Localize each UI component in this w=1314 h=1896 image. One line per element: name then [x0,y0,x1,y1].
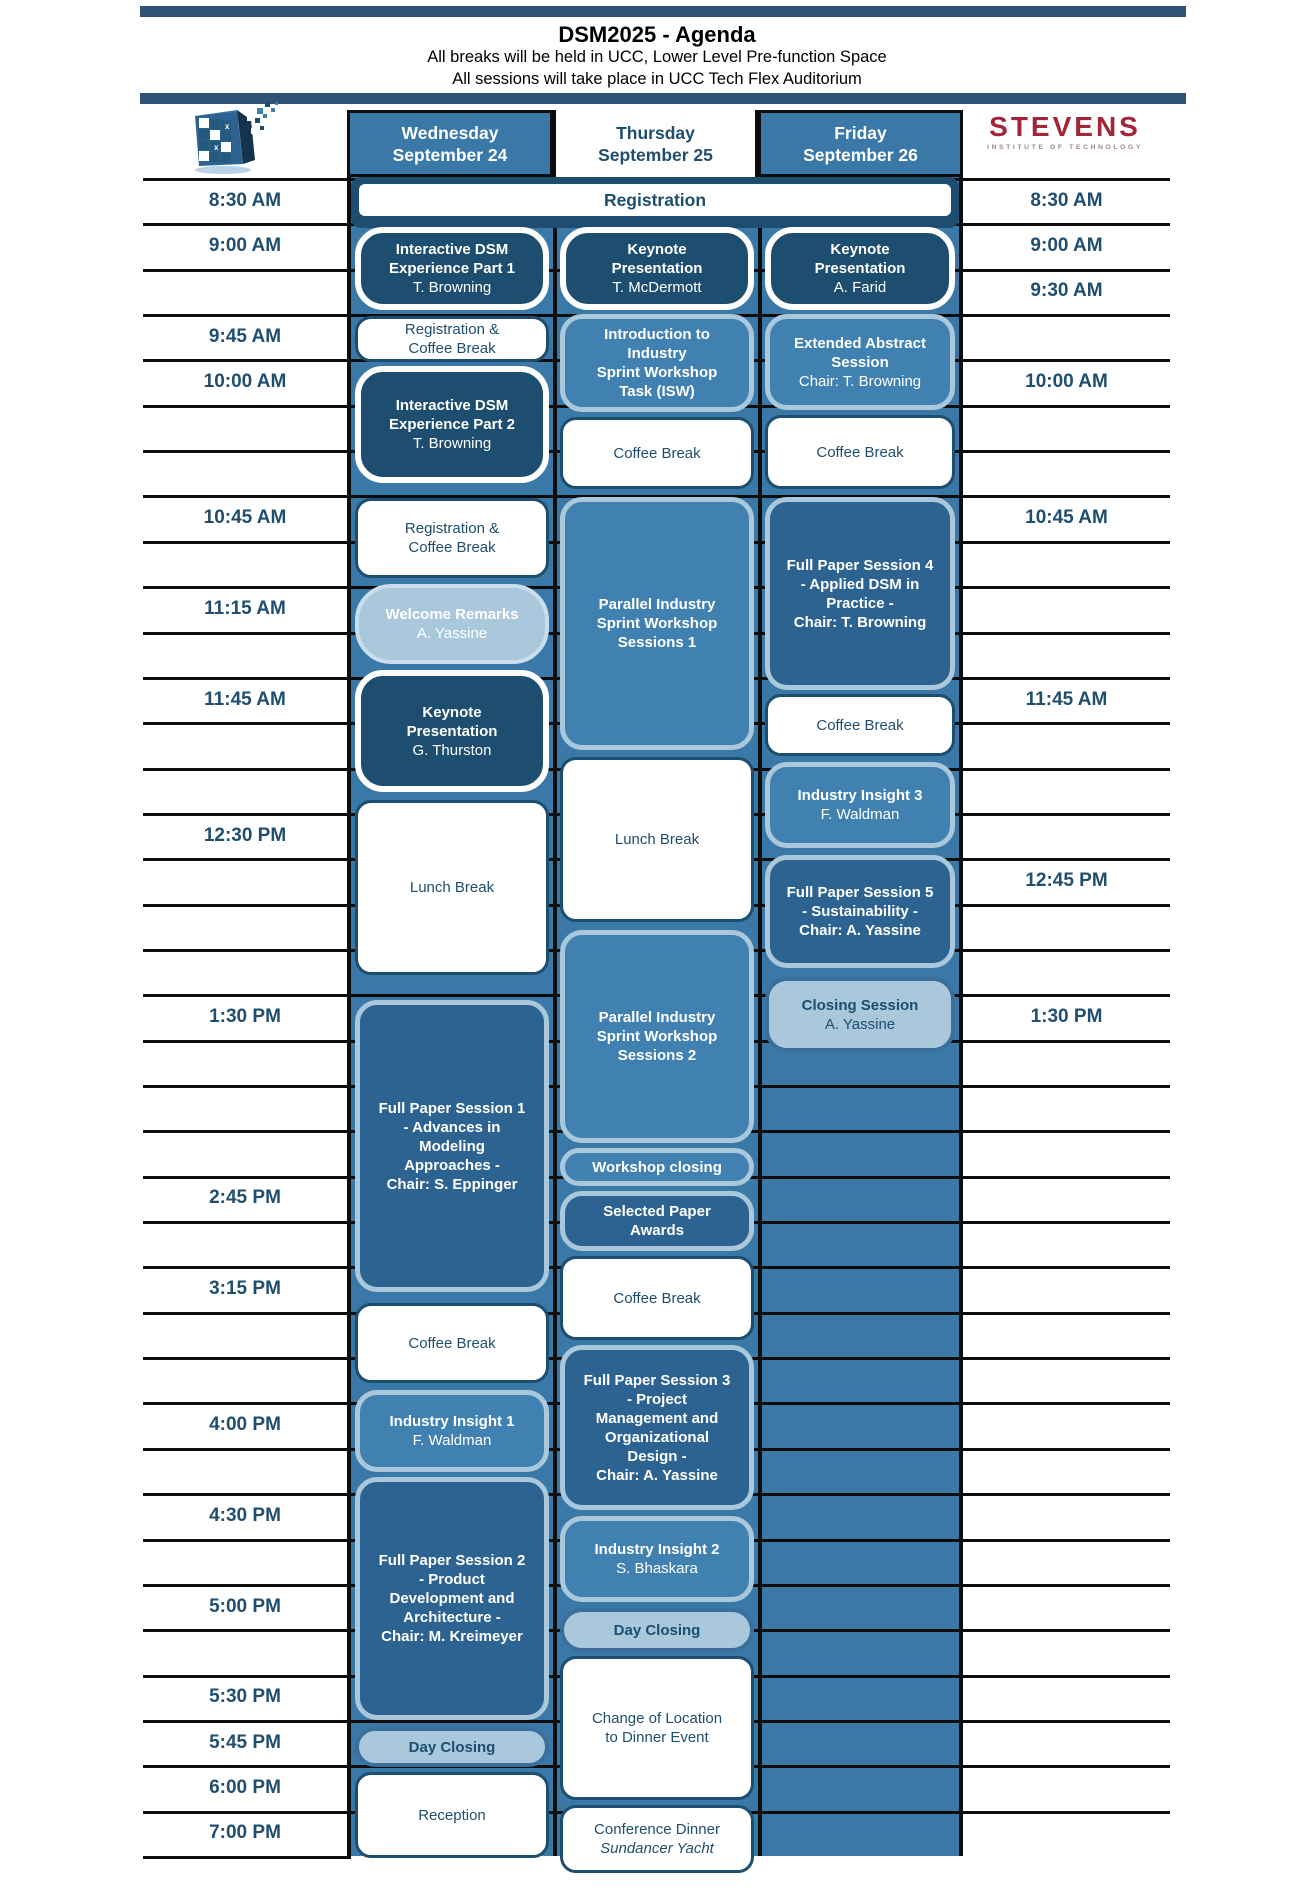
event-text-line: Workshop closing [592,1158,722,1176]
time-label-right: 11:45 AM [1025,688,1108,710]
event-text-line: Chair: S. Eppinger [386,1175,518,1193]
event-box [355,670,549,792]
event-box [355,584,549,664]
day-name: Wednesday [401,122,499,143]
event-text-line: Interactive DSM [395,241,509,258]
day-header-wednesday [347,110,553,177]
event-text-line: Chair: A. Yassine [596,1466,718,1484]
event-text-line: Industry [627,345,687,362]
event-box [355,366,549,483]
event-text-line: Reception [418,1806,486,1824]
time-label-left: 5:00 PM [209,1595,281,1617]
gridline-column [553,110,557,1856]
event-text-line: Chair: T. Browning [793,613,927,631]
event-text-line: Management and [595,1409,719,1427]
event-text-line: Chair: A. Yassine [799,922,921,939]
event-text-line: Presentation [406,722,498,740]
event-text-line: Parallel Industry [598,1009,716,1026]
event-box [560,1805,754,1873]
day-date: September 24 [392,144,508,165]
event-text-line: Interactive DSM [395,397,509,414]
time-label-left: 8:30 AM [208,189,282,211]
time-label-left: 12:30 PM [203,824,287,846]
event-text-line: Development and [389,1590,515,1607]
event-box [560,1256,754,1340]
event-text-line: - Sustainability - [802,903,918,920]
event-box [355,316,549,362]
time-label-right: 12:45 PM [1025,869,1108,891]
event-box [355,1477,549,1720]
event-text-line: Full Paper Session 3 [583,1371,731,1389]
day-name: Friday [834,122,887,143]
event-text-line: Day Closing [408,1738,496,1756]
event-text-line: F. Waldman [412,1432,492,1449]
time-label-left: 11:45 AM [204,688,286,710]
event-text-line: - Product [419,1571,485,1588]
event-text-line: Lunch Break [409,879,495,896]
event-box [560,757,754,922]
event-box [765,497,955,690]
event-text-line: Awards [630,1222,684,1239]
event-text-line: Session [831,353,889,371]
event-box [355,1000,549,1292]
time-label-left: 9:45 AM [208,325,282,347]
event-text-line: Registration & [404,321,500,338]
event-text-line: Keynote [627,241,687,258]
gridline-column [347,110,351,1856]
event-text-line: Sessions 2 [617,1047,697,1064]
dsm-cube-logo-icon [185,100,285,181]
event-text-line: Industry Insight 1 [389,1413,515,1430]
event-text-line: A. Yassine [824,1015,896,1033]
event-text-line: Full Paper Session 1 [378,1099,526,1117]
event-text-line: Day Closing [613,1621,701,1639]
event-text-line: Parallel Industry [598,596,716,613]
event-text-line: Sprint Workshop [596,615,718,632]
day-name: Thursday [616,122,695,143]
event-text-line: Industry Insight 3 [797,787,923,804]
event-text-line: Sprint Workshop [596,1028,718,1045]
event-text-line: Approaches - [404,1156,500,1174]
time-label-right: 1:30 PM [1030,1005,1103,1027]
event-text-line: Task (ISW) [619,383,695,400]
event-text-line: Full Paper Session 5 [786,884,934,901]
time-label-left: 3:15 PM [209,1278,281,1300]
event-text-line: Sundancer Yacht [600,1840,714,1857]
event-text-line: T. Browning [412,435,492,452]
event-text-line: Coffee Break [408,539,496,556]
event-text-line: Presentation [611,260,703,277]
event-text-line: Lunch Break [614,831,700,848]
event-text-line: Registration [603,189,707,210]
event-box [560,1345,754,1510]
event-text-line: Keynote [422,703,482,721]
page-title: DSM2025 - Agenda [558,22,756,47]
event-text-line: Sprint Workshop [596,364,718,381]
event-text-line: - Applied DSM in [800,575,920,593]
time-label-left: 10:45 AM [203,507,287,529]
event-box [765,415,955,489]
event-text-line: Registration & [404,520,500,537]
event-text-line: Extended Abstract [794,334,926,352]
event-box [355,800,549,975]
event-text-line: Architecture - [403,1609,501,1626]
event-box [765,227,955,310]
event-text-line: Keynote [830,241,890,258]
event-text-line: A. Yassine [416,625,488,642]
event-text-line: Change of Location [591,1710,723,1727]
stevens-logo-name: STEVENS [989,111,1141,142]
event-box [765,855,955,968]
event-box [560,1191,754,1251]
time-label-left: 2:45 PM [209,1187,281,1209]
event-text-line: - Project [626,1390,687,1408]
event-text-line: Modeling [419,1137,485,1155]
event-text-line: Full Paper Session 4 [786,556,934,574]
event-text-line: T. Browning [412,279,492,296]
event-text-line: G. Thurston [412,741,492,759]
time-label-right: 9:00 AM [1030,235,1103,257]
time-label-right: 10:45 AM [1025,507,1108,529]
time-label-left: 7:00 PM [209,1822,281,1844]
event-box [560,1516,754,1602]
gridline-column [758,110,762,1856]
event-text-line: Closing Session [801,996,919,1014]
day-header-friday [758,110,963,177]
event-text-line: - Advances in [403,1118,501,1136]
subtitle-sessions: All sessions will take place in UCC Tech Flex Auditorium [452,70,862,88]
time-label-right: 8:30 AM [1030,189,1103,211]
time-label-right: 9:30 AM [1030,280,1103,302]
svg-text:x: x [214,143,219,152]
event-text-line: A. Farid [833,279,887,296]
event-box [355,1390,549,1472]
event-box [765,694,955,756]
event-text-line: Selected Paper [603,1203,711,1220]
event-text-line: Welcome Remarks [385,606,519,623]
header-divider-bar [140,93,1186,104]
event-text-line: Presentation [814,260,906,277]
event-box [560,314,754,412]
event-text-line: Chair: M. Kreimeyer [381,1628,523,1645]
event-box [355,1772,549,1858]
event-text-line: Sessions 1 [617,634,697,651]
top-divider-bar [140,6,1186,17]
day-date: September 25 [598,144,713,165]
time-label-left: 9:00 AM [208,235,282,257]
event-box [355,498,549,578]
event-text-line: T. McDermott [612,279,702,296]
stevens-logo-tagline: INSTITUTE OF TECHNOLOGY [986,144,1144,151]
subtitle-breaks: All breaks will be held in UCC, Lower Level Pre-function Space [427,48,887,66]
event-box [355,1303,549,1383]
event-text-line: to Dinner Event [605,1729,709,1746]
gridline-row [143,1856,351,1859]
time-label-left: 6:00 PM [209,1776,281,1798]
event-text-line: S. Bhaskara [616,1560,698,1577]
time-label-left: 5:45 PM [209,1731,281,1753]
event-text-line: Coffee Break [408,340,496,357]
event-text-line: Coffee Break [816,716,904,734]
time-label-right: 10:00 AM [1025,371,1108,393]
time-label-left: 10:00 AM [203,371,287,393]
event-box [560,497,754,750]
stevens-logo [975,112,1155,151]
event-box [560,417,754,489]
event-box [560,1148,754,1186]
time-label-left: 11:15 AM [204,597,286,619]
event-box [765,977,955,1052]
event-text-line: F. Waldman [820,806,900,823]
event-box [765,762,955,848]
day-date: September 26 [803,144,918,165]
time-label-left: 4:30 PM [209,1504,281,1526]
event-text-line: Full Paper Session 2 [378,1552,526,1569]
time-label-left: 4:00 PM [209,1414,281,1436]
svg-text:x: x [225,122,230,131]
event-box [765,314,955,410]
event-box [357,182,953,218]
event-text-line: Experience Part 2 [389,416,515,433]
event-box [560,930,754,1143]
event-text-line: Design - [627,1447,687,1465]
event-text-line: Introduction to [604,326,710,343]
event-box [560,227,754,310]
event-box [355,227,549,310]
event-text-line: Chair: T. Browning [798,372,922,390]
gridline-column [959,110,963,1856]
event-box [560,1608,754,1652]
event-text-line: Coffee Break [613,444,701,462]
time-label-left: 5:30 PM [209,1686,281,1708]
event-text-line: Conference Dinner [594,1821,720,1838]
event-box [560,1656,754,1800]
event-box [355,1727,549,1767]
event-text-line: Coffee Break [408,1334,496,1352]
event-text-line: Practice - [826,594,894,612]
event-text-line: Industry Insight 2 [594,1541,720,1558]
event-text-line: Organizational [604,1428,710,1446]
event-text-line: Coffee Break [816,443,904,461]
event-text-line: Experience Part 1 [389,260,515,277]
event-text-line: Coffee Break [613,1289,701,1307]
day-header-thursday [553,110,758,177]
time-label-left: 1:30 PM [209,1005,281,1027]
